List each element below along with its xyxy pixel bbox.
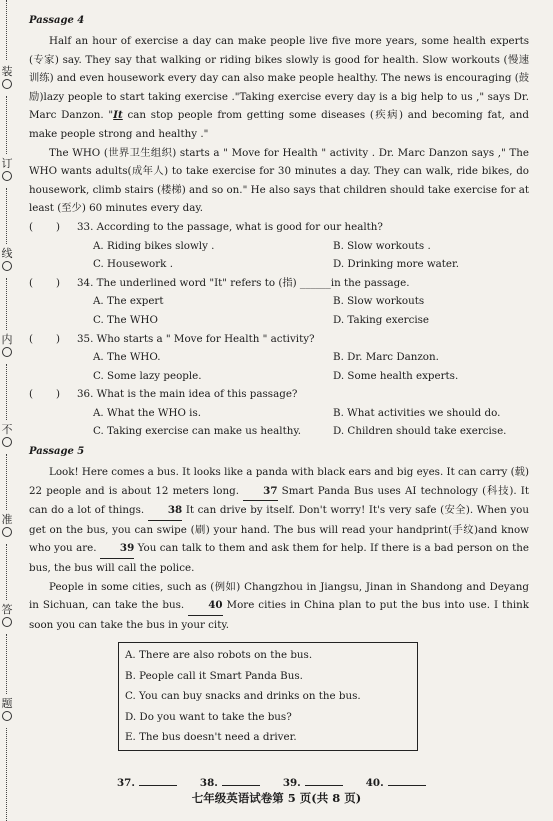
- choice-item: B. People call it Smart Panda Bus.: [125, 669, 303, 682]
- page-footer: 七年级英语试卷第 5 页(共 8 页): [191, 791, 362, 805]
- option-item[interactable]: C. Taking exercise can make us healthy.: [93, 425, 302, 438]
- option-item[interactable]: A. What the WHO is.: [93, 406, 202, 419]
- answer-bracket[interactable]: ( ): [29, 388, 60, 401]
- option-item[interactable]: D. Drinking more water.: [333, 258, 460, 271]
- option-item[interactable]: B. Slow workouts .: [333, 239, 431, 252]
- option-item[interactable]: B. Dr. Marc Danzon.: [333, 351, 439, 364]
- blank-38[interactable]: 38: [148, 501, 182, 521]
- option-grid: [93, 237, 529, 274]
- option-item[interactable]: B. Slow workouts: [333, 295, 425, 308]
- underlined-word: It: [113, 109, 123, 122]
- option-item[interactable]: D. Some health experts.: [333, 369, 459, 382]
- option-grid: [93, 292, 529, 329]
- binding-mark: 装: [0, 66, 14, 89]
- binding-mark: 题: [0, 698, 14, 721]
- answer-bracket[interactable]: ( ): [29, 332, 60, 345]
- choice-item: E. The bus doesn't need a driver.: [125, 731, 297, 744]
- answer-bracket[interactable]: ( ): [29, 220, 60, 233]
- question-stem: 35. Who starts a " Move for Health " activity?: [77, 332, 315, 345]
- blank-40[interactable]: 40: [188, 596, 222, 616]
- binding-mark: 内: [0, 334, 14, 357]
- choice-item: D. Do you want to take the bus?: [125, 710, 292, 723]
- option-item[interactable]: D. Children should take exercise.: [333, 425, 507, 438]
- passage-title: Passage 4: [29, 15, 85, 26]
- passage-paragraph: Half an hour of exercise a day can make people live five more years, some health experts (专家) say. They say that walking or riding bikes slowly is good for health. Slow workouts (慢速训练) and even housework every day can also make people healthy. The news is encouraging (鼓励)lazy people to start taking exercise ."Taking exercise every day is a big help to us ," says Dr. Marc Danzon. "It can stop people from getting some diseases (疾病) and becoming fat, and make people strong and healthy .": [29, 35, 530, 140]
- blank-37[interactable]: 37: [243, 482, 277, 502]
- binding-mark: 订: [0, 158, 14, 181]
- question-stem: 33. According to the passage, what is good for our health?: [77, 220, 383, 233]
- blank-39[interactable]: 39: [100, 539, 134, 559]
- option-item[interactable]: A. The WHO.: [93, 351, 161, 364]
- option-item[interactable]: C. Housework .: [93, 258, 173, 271]
- answer-slot[interactable]: 40.: [366, 773, 426, 793]
- question-stem: 36. What is the main idea of this passage?: [77, 388, 298, 401]
- option-item[interactable]: A. Riding bikes slowly .: [93, 239, 215, 252]
- choice-item: C. You can buy snacks and drinks on the bus.: [125, 690, 361, 703]
- choices-box: [118, 642, 418, 751]
- option-grid: [93, 348, 529, 385]
- question-item: [29, 385, 529, 441]
- answer-slot[interactable]: 37.: [117, 773, 177, 793]
- passage-paragraph: People in some cities, such as (例如) Changzhou in Jiangsu, Jinan in Shandong and Deyang in Sichuan, can take the bus. 40 More cities in China plan to put the bus into use. I think soon you can take the bus in your city.: [29, 580, 529, 631]
- question-list: [29, 218, 529, 441]
- question-item: [29, 274, 529, 330]
- choice-item: A. There are also robots on the bus.: [125, 649, 313, 662]
- binding-mark: 不: [0, 424, 14, 447]
- answer-bracket[interactable]: ( ): [29, 276, 60, 289]
- passage-title: Passage 5: [29, 446, 85, 458]
- binding-dotted-line: [6, 0, 7, 60]
- option-item[interactable]: C. The WHO: [93, 313, 158, 326]
- binding-mark: 线: [0, 248, 14, 271]
- question-item: [29, 330, 529, 386]
- binding-mark: 答: [0, 604, 14, 627]
- option-item[interactable]: B. What activities we should do.: [333, 406, 501, 419]
- option-item[interactable]: D. Taking exercise: [333, 313, 430, 326]
- binding-mark: 准: [0, 514, 14, 537]
- option-item[interactable]: C. Some lazy people.: [93, 369, 202, 382]
- question-item: [29, 218, 529, 274]
- question-stem: 34. The underlined word "It" refers to (指) ______in the passage.: [77, 276, 410, 289]
- option-item[interactable]: A. The expert: [93, 295, 164, 308]
- passage-paragraph: Look! Here comes a bus. It looks like a panda with black ears and big eyes. It can carry (载) 22 people and is about 12 meters long. 37 Smart Panda Bus uses AI technology (科技). It can do a lot of things. 38 It can drive by itself. Don't worry! It's very safe (安全). When you get on the bus, you can swipe (刷) your hand. The bus will read your handprint(手纹)and know who you are. 39 You can talk to them and ask them for help. If there is a bad person on the bus, the bus will call the police.: [29, 466, 529, 575]
- passage-paragraph: The WHO (世界卫生组织) starts a " Move for Health " activity . Dr. Marc Danzon says ," The WHO wants adults(成年人) to take exercise for 30 minutes a day. They can walk, ride bikes, do housework, climb stairs (楼梯) and so on." He also says that children should take exercise for at least (至少) 60 minutes every day.: [29, 146, 529, 215]
- exam-page-content: [29, 14, 529, 793]
- binding-margin: [0, 0, 14, 821]
- answer-slot[interactable]: 38.: [200, 773, 260, 793]
- answer-slot[interactable]: 39.: [283, 773, 343, 793]
- option-grid: [93, 404, 529, 441]
